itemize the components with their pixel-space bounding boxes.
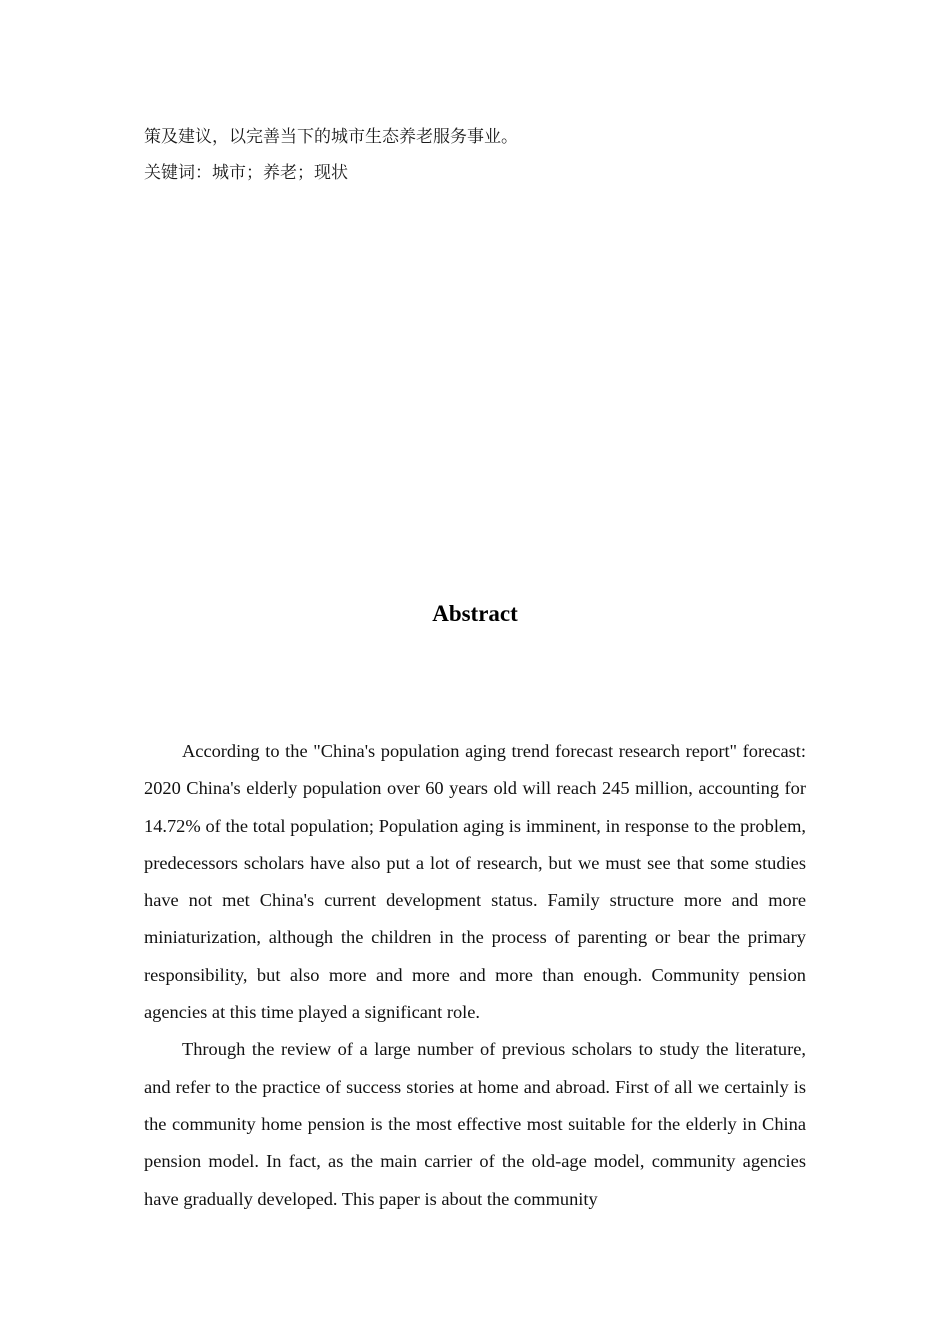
abstract-body (144, 733, 806, 1218)
chinese-continuation-text: 策及建议，以完善当下的城市生态养老服务事业。 (144, 127, 518, 147)
abstract-heading: Abstract (432, 601, 518, 626)
abstract-paragraph-1: According to the "China's population aging trend forecast research report" forecast: 2020 China's elderly population over 60 years old will reach 245 million, accounting for 14.72% of the total population; Population aging is imminent, in response to the problem, predecessors scholars have also put a lot of research, but we must see that some studies have not met China's current development status. Family structure more and more miniaturization, although the children in the process of parenting or bear the primary responsibility, but also more and more and more than enough. Community pension agencies at this time played a significant role. (144, 741, 806, 1023)
abstract-paragraph-2: Through the review of a large number of previous scholars to study the literature, and refer to the practice of success stories at home and abroad. First of all we certainly is the community home pension is the most effective most suitable for the elderly in China pension model. In fact, as the main carrier of the old-age model, community agencies have gradually developed. This paper is about the community (144, 1039, 806, 1209)
chinese-keywords: 关键词：城市；养老；现状 (144, 163, 348, 183)
